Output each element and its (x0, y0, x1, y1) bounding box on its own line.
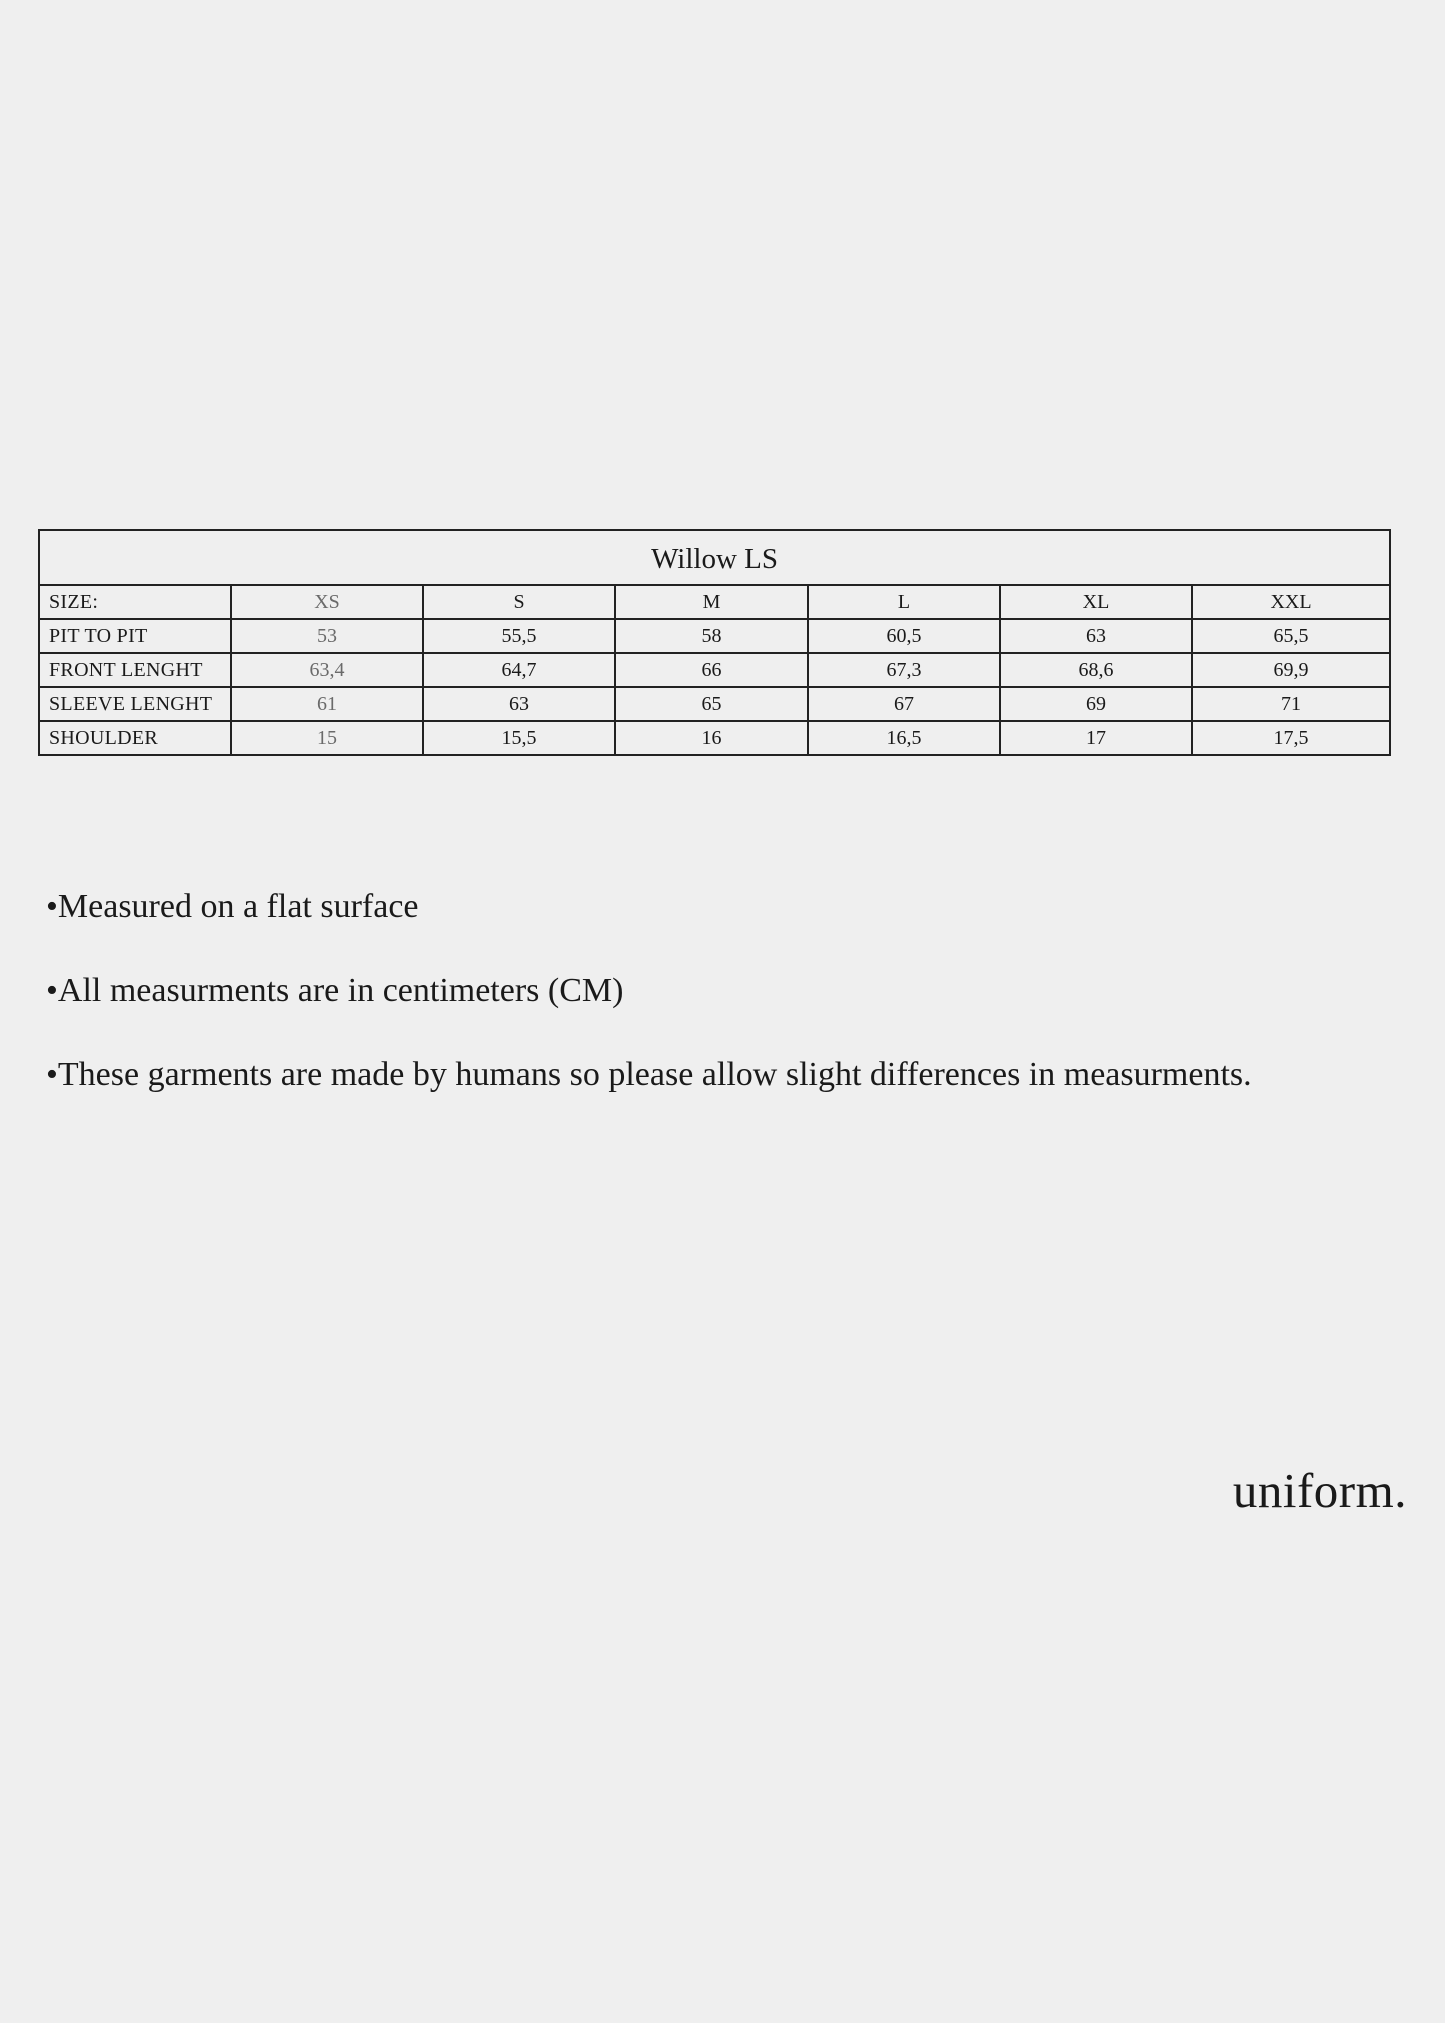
measurement-value: 63 (1000, 619, 1192, 653)
note-flat-surface: •Measured on a flat surface (46, 888, 419, 925)
measurement-label: SLEEVE LENGHT (39, 687, 231, 721)
measurement-value: 68,6 (1000, 653, 1192, 687)
size-chart-title: Willow LS (39, 530, 1390, 585)
measurement-row-sleeve-length (39, 687, 1390, 721)
measurement-value: 53 (231, 619, 423, 653)
measurement-value: 71 (1192, 687, 1390, 721)
size-header-cell: S (423, 585, 615, 619)
measurement-value: 61 (231, 687, 423, 721)
measurement-row-pit-to-pit (39, 619, 1390, 653)
measurement-value: 60,5 (808, 619, 1000, 653)
measurement-label: FRONT LENGHT (39, 653, 231, 687)
size-header-cell: XL (1000, 585, 1192, 619)
measurement-value: 17,5 (1192, 721, 1390, 755)
measurement-value: 69,9 (1192, 653, 1390, 687)
measurement-row-front-length (39, 653, 1390, 687)
measurement-label: PIT TO PIT (39, 619, 231, 653)
measurement-value: 64,7 (423, 653, 615, 687)
measurement-value: 63,4 (231, 653, 423, 687)
measurement-value: 55,5 (423, 619, 615, 653)
size-header-cell: L (808, 585, 1000, 619)
measurement-row-shoulder (39, 721, 1390, 755)
measurement-value: 67 (808, 687, 1000, 721)
size-header-label: SIZE: (39, 585, 231, 619)
measurement-value: 58 (615, 619, 808, 653)
size-header-cell: XS (231, 585, 423, 619)
measurement-value: 16,5 (808, 721, 1000, 755)
measurement-value: 65 (615, 687, 808, 721)
measurement-value: 69 (1000, 687, 1192, 721)
measurement-value: 15 (231, 721, 423, 755)
measurement-notes (46, 890, 1252, 1142)
size-header-cell: XXL (1192, 585, 1390, 619)
measurement-value: 66 (615, 653, 808, 687)
size-chart-table (38, 529, 1391, 756)
measurement-label: SHOULDER (39, 721, 231, 755)
measurement-value: 16 (615, 721, 808, 755)
measurement-value: 17 (1000, 721, 1192, 755)
size-header-cell: M (615, 585, 808, 619)
measurement-value: 67,3 (808, 653, 1000, 687)
size-header-row (39, 585, 1390, 619)
measurement-value: 63 (423, 687, 615, 721)
measurement-value: 15,5 (423, 721, 615, 755)
note-centimeters: •All measurments are in centimeters (CM) (46, 972, 624, 1009)
note-handmade-differences: •These garments are made by humans so please allow slight differences in measurments. (46, 1056, 1252, 1093)
brand-wordmark: uniform. (1232, 1463, 1407, 1518)
measurement-value: 65,5 (1192, 619, 1390, 653)
